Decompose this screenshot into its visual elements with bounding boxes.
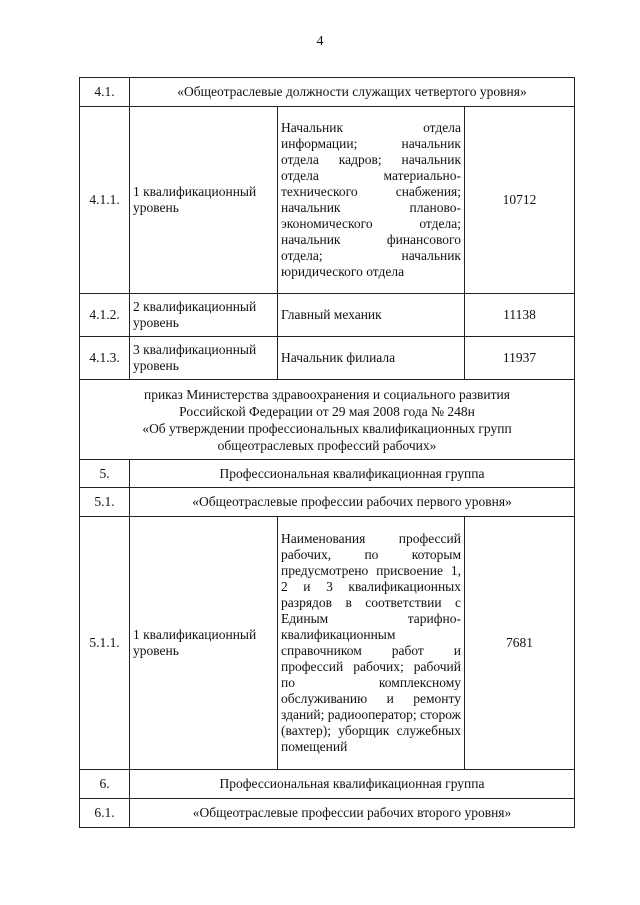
group-title: Профессиональная квалификационная группа	[130, 770, 575, 799]
positions-list: Наименования профессий рабочих, по которым предусмотрено присвоение 1, 2 и 3 квалификационных разрядов в соответствии с Единым тарифно-квалификационным справочником работ и профессий рабочих; рабочий по комплексному обслуживанию и ремонту зданий; радиооператор; сторож (вахтер); уборщик служебных помещений	[278, 517, 465, 770]
table-row	[80, 380, 575, 460]
table-row	[80, 78, 575, 107]
row-number: 4.1.	[80, 78, 130, 107]
page-number: 4	[316, 34, 324, 49]
table-row	[80, 107, 575, 294]
group-title: «Общеотраслевые профессии рабочих первого уровня»	[130, 488, 575, 517]
row-number: 4.1.2.	[80, 294, 130, 337]
table-row	[80, 770, 575, 799]
positions-list: Главный механик	[278, 294, 465, 337]
table-row	[80, 460, 575, 488]
order-line: приказ Министерства здравоохранения и социального развития	[143, 386, 510, 402]
row-number: 5.1.1.	[80, 517, 130, 770]
table-row	[80, 294, 575, 337]
qualification-level: 3 квалификационный уровень	[130, 337, 278, 380]
group-title: Профессиональная квалификационная группа	[130, 460, 575, 488]
salary-value: 11138	[465, 294, 575, 337]
row-number: 4.1.3.	[80, 337, 130, 380]
positions-list: Начальник филиала	[278, 337, 465, 380]
row-number: 4.1.1.	[80, 107, 130, 294]
positions-list: Начальник отдела информации; начальник отдела кадров; начальник отдела материально-технического снабжения; начальник планово-экономического отдела; начальник финансового отдела; начальник юридического отдела	[278, 107, 465, 294]
table-row	[80, 488, 575, 517]
order-line: «Об утверждении профессиональных квалификационных групп	[142, 420, 512, 436]
row-number: 6.	[80, 770, 130, 799]
qualification-level: 2 квалификационный уровень	[130, 294, 278, 337]
row-number: 5.	[80, 460, 130, 488]
salary-value: 7681	[465, 517, 575, 770]
table-row	[80, 799, 575, 828]
qualification-table	[79, 77, 575, 828]
row-number: 6.1.	[80, 799, 130, 828]
order-line: Российской Федерации от 29 мая 2008 года № 248н	[179, 403, 475, 419]
row-number: 5.1.	[80, 488, 130, 517]
order-reference	[80, 380, 575, 460]
group-title: «Общеотраслевые профессии рабочих второго уровня»	[130, 799, 575, 828]
table-row	[80, 337, 575, 380]
order-line: общеотраслевых профессий рабочих»	[217, 437, 437, 453]
table-row	[80, 517, 575, 770]
qualification-level: 1 квалификационный уровень	[130, 517, 278, 770]
salary-value: 10712	[465, 107, 575, 294]
qualification-level: 1 квалификационный уровень	[130, 107, 278, 294]
group-title: «Общеотраслевые должности служащих четвертого уровня»	[130, 78, 575, 107]
salary-value: 11937	[465, 337, 575, 380]
